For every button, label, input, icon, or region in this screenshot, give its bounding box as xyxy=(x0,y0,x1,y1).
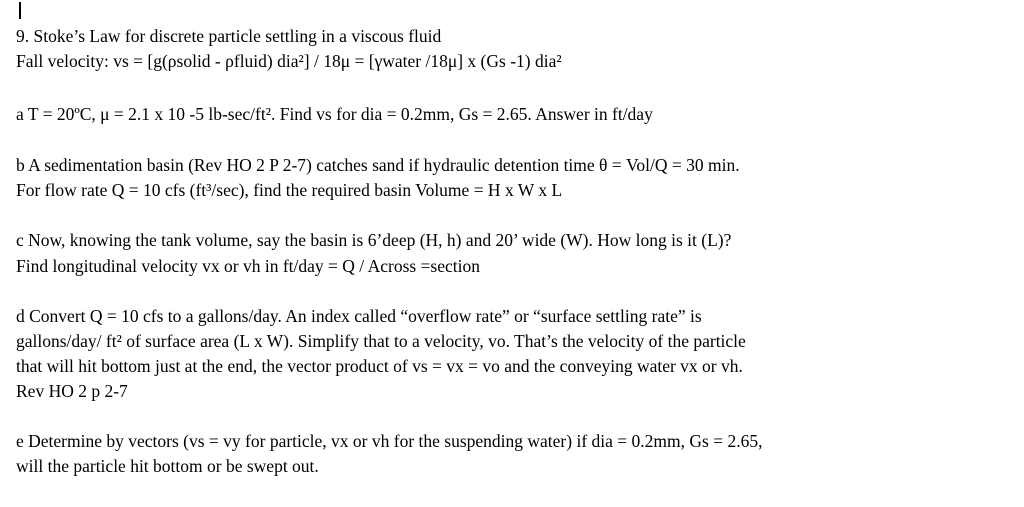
part-e-line-1: e Determine by vectors (vs = vy for particle, vx or vh for the suspending water) if dia = 0.2mm, Gs = 2.65, xyxy=(16,431,763,451)
text-cursor xyxy=(19,2,21,19)
part-d-line-1: d Convert Q = 10 cfs to a gallons/day. An index called “overflow rate” or “surface settling rate” is xyxy=(16,306,702,326)
part-d-line-3: that will hit bottom just at the end, the vector product of vs = vx = vo and the conveying water vx or vh. xyxy=(16,356,743,376)
part-b-line-2: For flow rate Q = 10 cfs (ft³/sec), find the required basin Volume = H x W x L xyxy=(16,180,563,200)
part-b-line-1: b A sedimentation basin (Rev HO 2 P 2-7) catches sand if hydraulic detention time θ = Vol/Q = 30 min. xyxy=(16,155,740,175)
part-d-line-4: Rev HO 2 p 2-7 xyxy=(16,381,128,401)
part-a: a T = 20ºC, μ = 2.1 x 10 -5 lb-sec/ft². Find vs for dia = 0.2mm, Gs = 2.65. Answer in ft/day xyxy=(16,104,653,124)
part-c-line-1: c Now, knowing the tank volume, say the basin is 6’deep (H, h) and 20’ wide (W). How long is it (L)? xyxy=(16,230,732,250)
part-e-line-2: will the particle hit bottom or be swept out. xyxy=(16,456,319,476)
problem-title: 9. Stoke’s Law for discrete particle settling in a viscous fluid xyxy=(16,26,442,46)
part-d-line-2: gallons/day/ ft² of surface area (L x W). Simplify that to a velocity, vo. That’s the velocity of the particle xyxy=(16,331,746,351)
part-c-line-2: Find longitudinal velocity vx or vh in ft/day = Q / Across =section xyxy=(16,256,480,276)
fall-velocity-formula: Fall velocity: vs = [g(ρsolid - ρfluid) dia²] / 18μ = [γwater /18μ] x (Gs -1) dia² xyxy=(16,51,562,71)
